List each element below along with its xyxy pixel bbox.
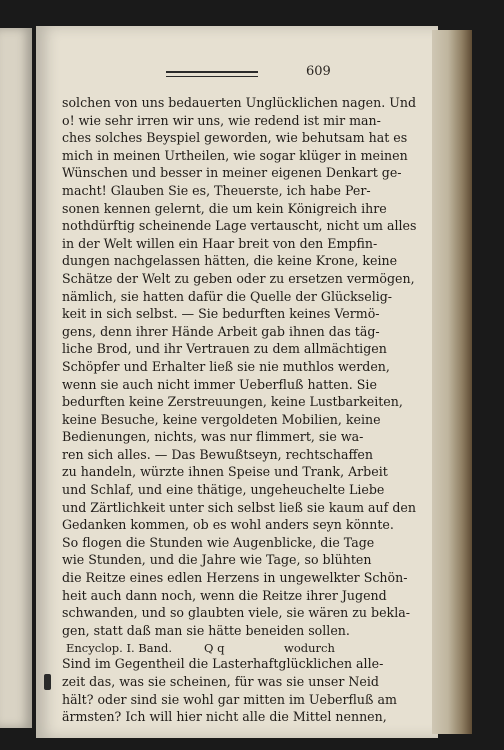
text-line: Schöpfer und Erhalter ließ sie nie muthlos werden, bbox=[62, 358, 390, 374]
text-line: dungen nachgelassen hätten, die keine Krone, keine bbox=[62, 253, 398, 269]
page-number: 609 bbox=[306, 64, 331, 79]
text-line: gen, statt daß man sie hätte beneiden sollen. bbox=[62, 622, 350, 638]
text-line: So flogen die Stunden wie Augenblicke, die Tage bbox=[62, 534, 375, 550]
text-line: ches solches Beyspiel geworden, wie behutsam hat es bbox=[62, 130, 408, 146]
text-line: Gedanken kommen, ob es wohl anders seyn könnte. bbox=[62, 517, 394, 533]
paragraph bbox=[62, 655, 397, 725]
text-line: wenn sie auch nicht immer Ueberfluß hatten. Sie bbox=[62, 376, 377, 392]
text-line: gens, denn ihrer Hände Arbeit gab ihnen das täg- bbox=[62, 323, 380, 339]
footer-signature: Encyclop. I. Band. bbox=[66, 641, 173, 655]
page-stack-edge bbox=[432, 30, 472, 734]
text-line: und Zärtlichkeit unter sich selbst ließ sie kaum auf den bbox=[62, 499, 416, 515]
text-line: nämlich, sie hatten dafür die Quelle der Glückselig- bbox=[62, 288, 393, 304]
text-line: bedurften keine Zerstreuungen, keine Lustbarkeiten, bbox=[62, 394, 403, 410]
footer-sheet-mark: Q q bbox=[204, 641, 225, 655]
text-line: keit in sich selbst. — Sie bedurften keines Vermö- bbox=[62, 306, 380, 322]
text-line: sonen kennen gelernt, die um kein Königreich ihre bbox=[62, 200, 387, 216]
text-line: mich in meinen Urtheilen, wie sogar klüger in meinen bbox=[62, 147, 408, 163]
body-text bbox=[62, 94, 417, 726]
text-line: hält? oder sind sie wohl gar mitten im Ueberfluß am bbox=[62, 691, 397, 707]
text-line: und Schlaf, und eine thätige, ungeheuchelte Liebe bbox=[62, 482, 385, 498]
header-rule bbox=[166, 71, 258, 77]
paragraph bbox=[62, 94, 417, 639]
ink-mark bbox=[44, 674, 51, 690]
text-line: schwanden, und so glaubten viele, sie wären zu bekla- bbox=[62, 605, 410, 621]
text-line: liche Brod, und ihr Vertrauen zu dem allmächtigen bbox=[62, 341, 387, 357]
text-line: Wünschen und besser in meiner eigenen Denkart ge- bbox=[62, 165, 402, 181]
text-line: nothdürftig scheinende Lage vertauscht, nicht um alles bbox=[62, 218, 417, 234]
text-line: keine Besuche, keine vergoldeten Mobilien, keine bbox=[62, 411, 381, 427]
text-line: in der Welt willen ein Haar breit von den Empfin- bbox=[62, 235, 378, 251]
text-line: zu handeln, würzte ihnen Speise und Trank, Arbeit bbox=[62, 464, 388, 480]
text-line: Bedienungen, nichts, was nur flimmert, sie wa- bbox=[62, 429, 364, 445]
footer-catchword: wodurch bbox=[284, 641, 335, 655]
text-line: solchen von uns bedauerten Unglücklichen nagen. Und bbox=[62, 95, 417, 110]
text-line: wie Stunden, und die Jahre wie Tage, so blühten bbox=[62, 552, 372, 568]
text-line: heit auch dann noch, wenn die Reitze ihrer Jugend bbox=[62, 587, 387, 603]
text-line: Sind im Gegentheil die Lasterhaftglücklichen alle- bbox=[62, 656, 384, 672]
facing-page-edge bbox=[0, 28, 32, 728]
text-line: die Reitze eines edlen Herzens in ungewelkter Schön- bbox=[62, 570, 408, 586]
text-line: macht! Glauben Sie es, Theuerste, ich habe Per- bbox=[62, 182, 371, 198]
text-line: ärmsten? Ich will hier nicht alle die Mittel nennen, bbox=[62, 709, 387, 725]
text-line: ren sich alles. — Das Bewußtseyn, rechtschaffen bbox=[62, 446, 373, 462]
text-line: Schätze der Welt zu geben oder zu ersetzen vermögen, bbox=[62, 270, 415, 286]
text-line: zeit das, was sie scheinen, für was sie unser Neid bbox=[62, 674, 379, 689]
text-line: o! wie sehr irren wir uns, wie redend ist mir man- bbox=[62, 112, 381, 128]
